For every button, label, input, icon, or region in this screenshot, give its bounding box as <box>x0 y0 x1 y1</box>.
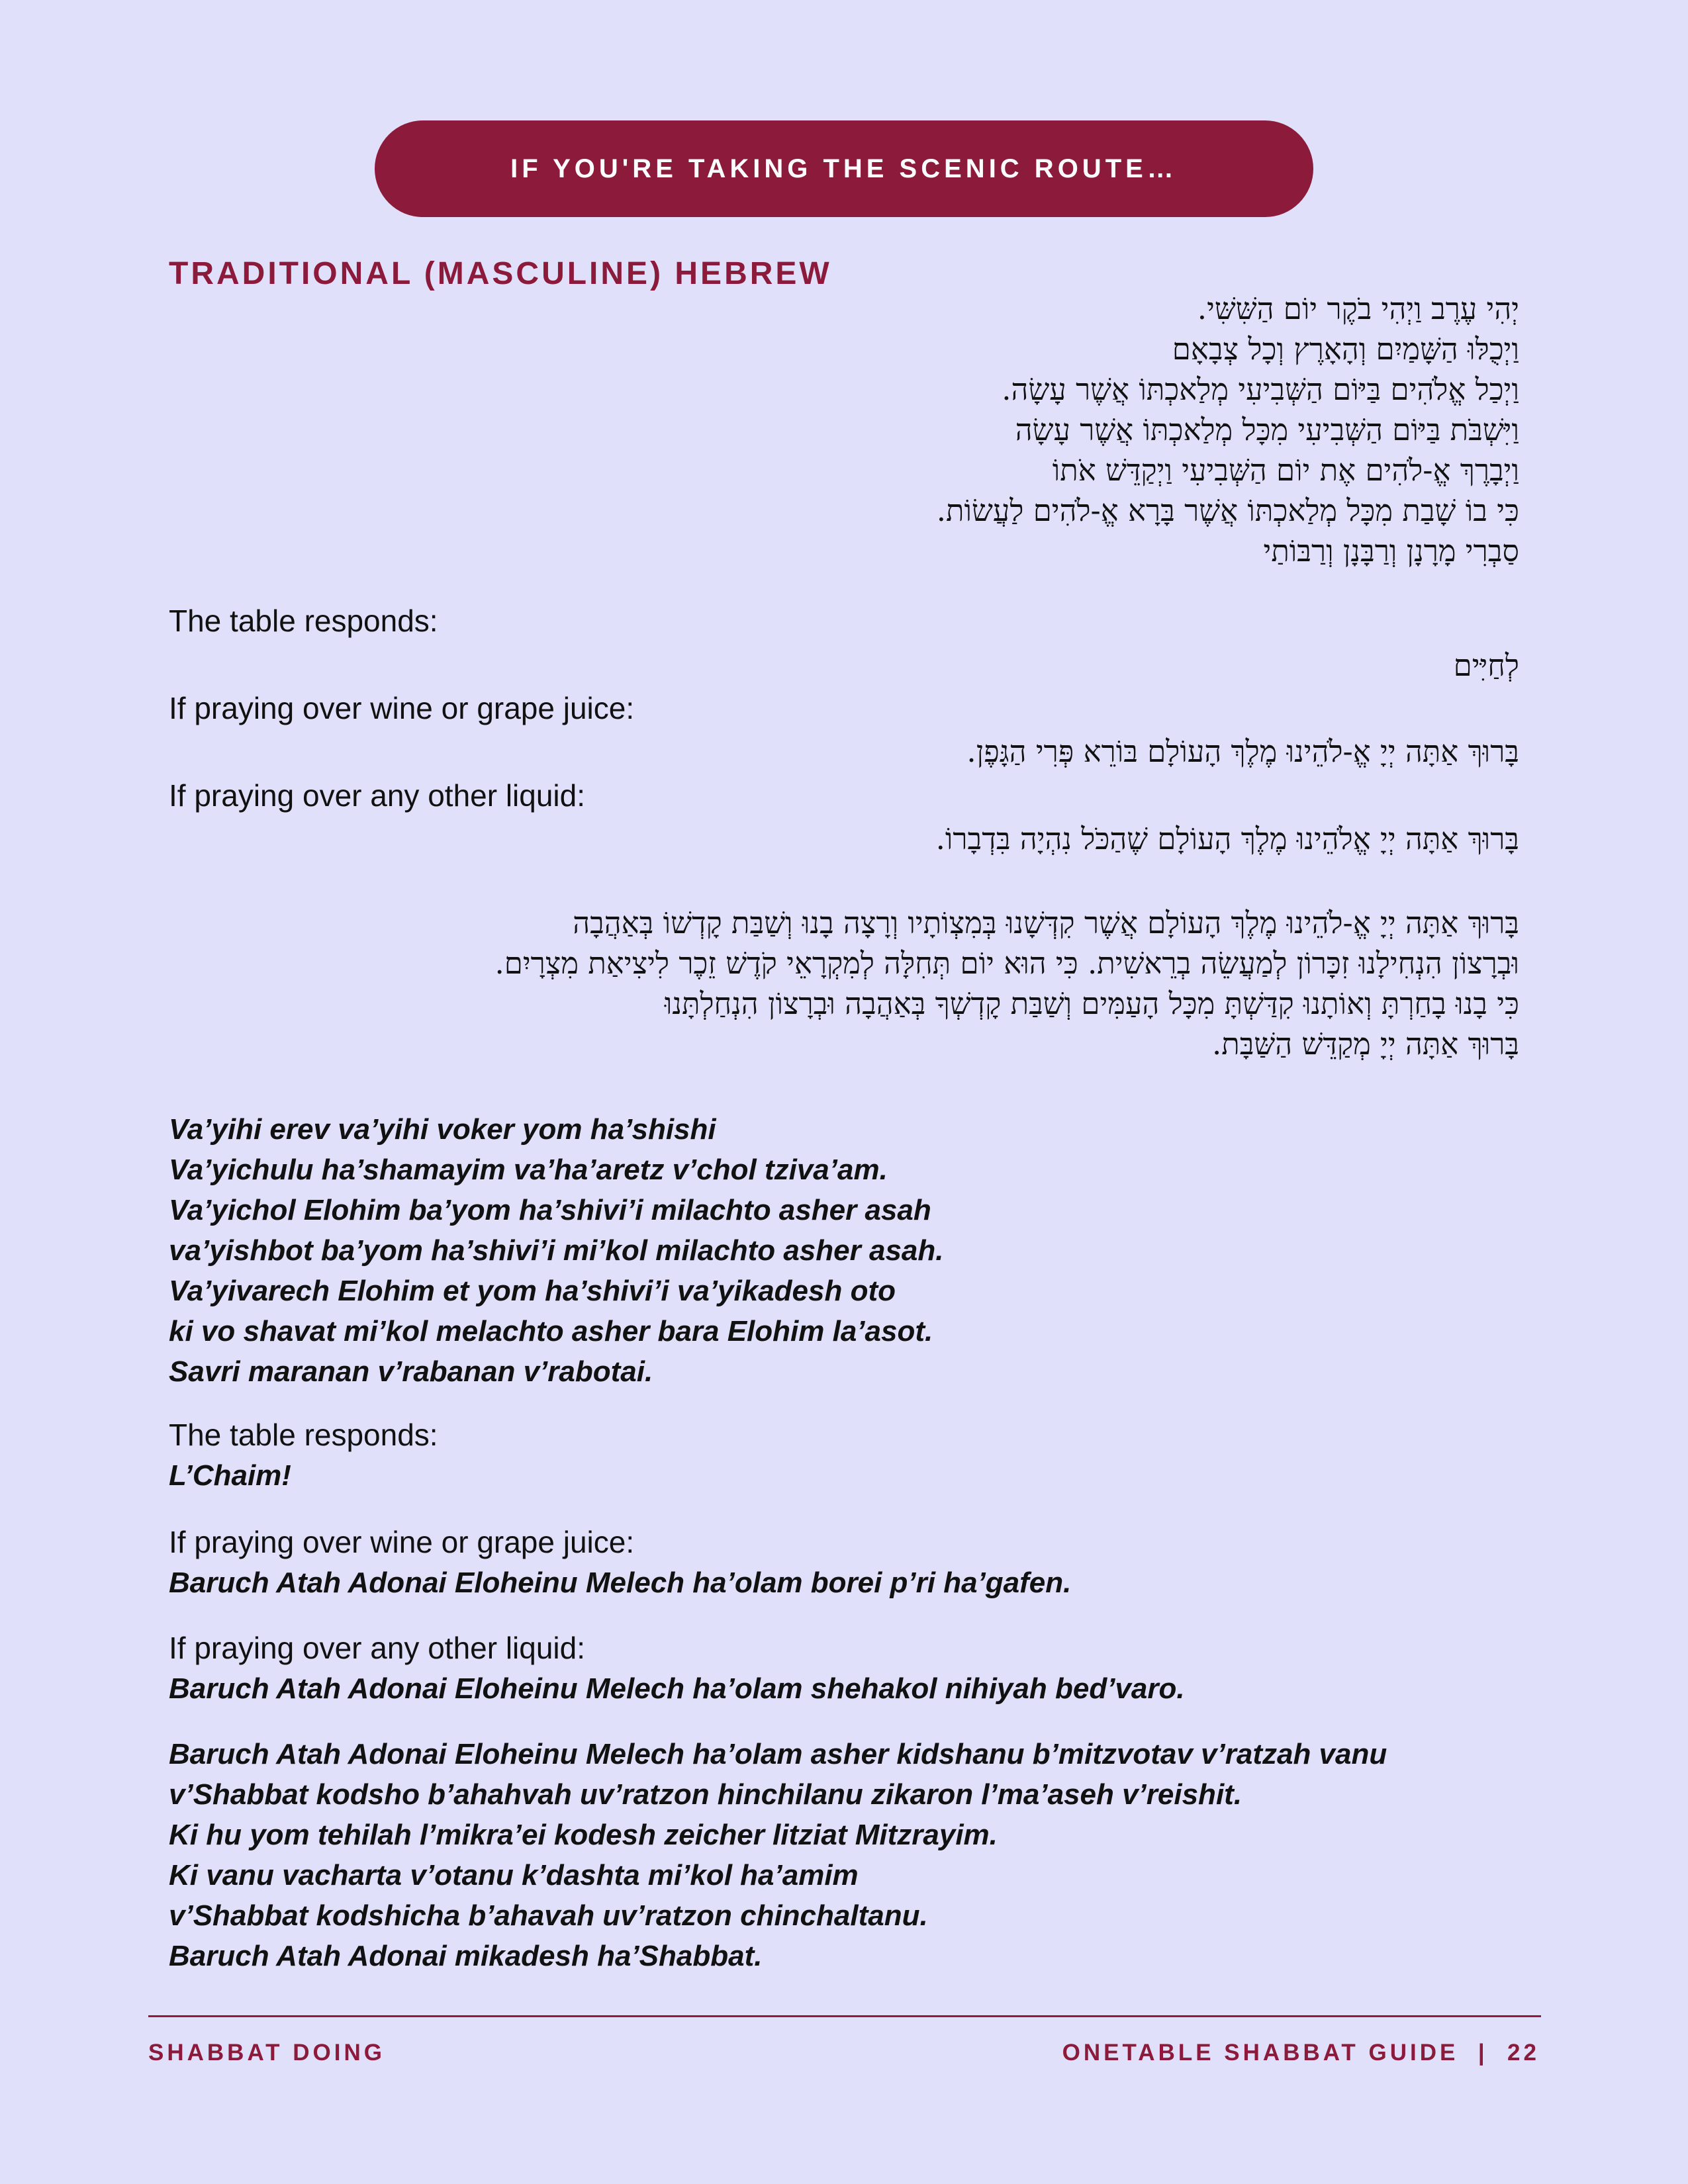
hebrew-liquid-section <box>169 776 1519 859</box>
hebrew-line: יְהִי עֶרֶב וַיְהִי בֹקֶר יוֹם הַשִּׁשִּׁי. <box>1197 291 1519 326</box>
hebrew-line: כִּי בוֹ שָׁבַת מִכָּל מְלַאכְתּוֹ אֲשֶׁר בָּרָא אֱ-לֹהִים לַעֲשׂוֹת. <box>936 493 1519 528</box>
transliteration-line: Ki vanu vacharta v’otanu k’dashta mi’kol ha’amim <box>169 1859 859 1891</box>
hebrew-line: וַיְכַל אֱלֹהִים בַּיּוֹם הַשְּׁבִיעִי מְלַאכְתּוֹ אֲשֶׁר עָשָׂה. <box>1002 372 1519 407</box>
hebrew-line: בָּרוּךְ אַתָּה יְיָ מְקַדֵּשׁ הַשַּׁבָּת. <box>1212 1026 1519 1062</box>
hebrew-liquid-blessing: בָּרוּךְ אַתָּה יְיָ אֱלֹהֵינוּ מֶלֶךְ הָעוֹלָם שֶׁהַכֹּל נִהְיָה בִּדְבָרוֹ. <box>935 821 1519 856</box>
section-title: TRADITIONAL (MASCULINE) HEBREW <box>169 256 832 291</box>
transliteration-line: Va’yichulu ha’shamayim va’ha’aretz v’chol tziva’am. <box>169 1154 888 1186</box>
transliteration-line: Baruch Atah Adonai mikadesh ha’Shabbat. <box>169 1940 763 1972</box>
transliteration-line: Va’yihi erev va’yihi voker yom ha’shishi <box>169 1113 716 1146</box>
transliteration-line: v’Shabbat kodsho b’ahahvah uv’ratzon hinchilanu zikaron l’ma’aseh v’reishit. <box>169 1778 1243 1811</box>
transliteration-lchaim: L’Chaim! <box>169 1459 291 1492</box>
transliteration-wine-section <box>169 1522 1519 1603</box>
transliteration-kiddush-intro <box>169 1109 1519 1392</box>
scenic-route-banner <box>375 120 1313 217</box>
hebrew-main-blessing <box>169 903 1519 1064</box>
transliteration-line: Savri maranan v’rabanan v’rabotai. <box>169 1355 653 1388</box>
hebrew-responses <box>169 601 1519 686</box>
hebrew-line: וַיִּשְׁבֹּת בַּיּוֹם הַשְּׁבִיעִי מִכָּל מְלַאכְתּוֹ אֲשֶׁר עָשָׂה <box>1015 412 1519 447</box>
table-responds-label: The table responds: <box>169 1418 438 1452</box>
hebrew-kiddush-intro <box>169 289 1519 571</box>
footer-divider <box>148 2015 1541 2017</box>
wine-label: If praying over wine or grape juice: <box>169 1525 635 1559</box>
hebrew-line: וַיְכֻלּוּ הַשָּׁמַיִם וְהָאָרֶץ וְכָל צְבָאָם <box>1172 332 1519 367</box>
liquid-label: If praying over any other liquid: <box>169 1631 586 1665</box>
banner-label: IF YOU'RE TAKING THE SCENIC ROUTE… <box>510 154 1178 183</box>
hebrew-wine-blessing: בָּרוּךְ אַתָּה יְיָ אֱ-לֹהֵינוּ מֶלֶךְ הָעוֹלָם בּוֹרֵא פְּרִי הַגָּפֶן. <box>966 734 1519 769</box>
transliteration-wine-blessing: Baruch Atah Adonai Eloheinu Melech ha’olam borei p’ri ha’gafen. <box>169 1567 1072 1599</box>
hebrew-line: וַיְבָרֶךְ אֱ-לֹהִים אֶת יוֹם הַשְּׁבִיעִי וַיְקַדֵּשׁ אֹתוֹ <box>1052 453 1519 488</box>
transliteration-responses <box>169 1415 1519 1496</box>
transliteration-line: Ki hu yom tehilah l’mikra’ei kodesh zeicher litziat Mitzrayim. <box>169 1819 998 1851</box>
hebrew-line: בָּרוּךְ אַתָּה יְיָ אֱ-לֹהֵינוּ מֶלֶךְ הָעוֹלָם אֲשֶׁר קִדְּשָׁנוּ בְּמִצְוֹתָיו וְרָצָה בָנוּ וְשַׁבַּת קָדְשׁוֹ בְּאַהֲבָה <box>573 905 1519 940</box>
transliteration-line: Va’yivarech Elohim et yom ha’shivi’i va’yikadesh oto <box>169 1275 896 1307</box>
liquid-label: If praying over any other liquid: <box>169 778 586 813</box>
transliteration-line: va’yishbot ba’yom ha’shivi’i mi’kol milachto asher asah. <box>169 1234 944 1267</box>
transliteration-line: ki vo shavat mi’kol melachto asher bara Elohim la’asot. <box>169 1315 933 1347</box>
transliteration-liquid-section <box>169 1628 1519 1709</box>
hebrew-wine-section <box>169 688 1519 772</box>
wine-label: If praying over wine or grape juice: <box>169 691 635 725</box>
hebrew-lchaim: לְחַיִּים <box>1453 648 1519 683</box>
transliteration-line: v’Shabbat kodshicha b’ahavah uv’ratzon chinchaltanu. <box>169 1899 928 1932</box>
transliteration-line: Va’yichol Elohim ba’yom ha’shivi’i milachto asher asah <box>169 1194 931 1226</box>
hebrew-line: וּבְרָצוֹן הִנְחִילָנוּ זִכָּרוֹן לְמַעֲשֵׂה בְרֵאשִׁית. כִּי הוּא יוֹם תְּחִלָּה לְמִקְרָאֵי קֹדֶשׁ זֵכֶר לִיצִיאַת מִצְרָיִם. <box>494 946 1519 981</box>
footer-guide-page: ONETABLE SHABBAT GUIDE | 22 <box>1062 2040 1540 2066</box>
footer-section-name: SHABBAT DOING <box>148 2040 385 2066</box>
transliteration-liquid-blessing: Baruch Atah Adonai Eloheinu Melech ha’olam shehakol nihiyah bed’varo. <box>169 1672 1185 1705</box>
hebrew-line: סַבְרִי מָרָנָן וְרַבָּנָן וְרַבּוֹתַי <box>1263 533 1519 569</box>
hebrew-line: כִּי בָנוּ בָחַרְתָּ וְאוֹתָנוּ קִדַּשְׁתָּ מִכָּל הָעַמִּים וְשַׁבַּת קָדְשְׁךָ בְּאַהֲבָה וּבְרָצוֹן הִנְחַלְתָּנוּ <box>664 986 1519 1021</box>
table-responds-label: The table responds: <box>169 604 438 638</box>
transliteration-line: Baruch Atah Adonai Eloheinu Melech ha’olam asher kidshanu b’mitzvotav v’ratzah vanu <box>169 1738 1387 1770</box>
transliteration-main-blessing <box>169 1734 1519 1976</box>
